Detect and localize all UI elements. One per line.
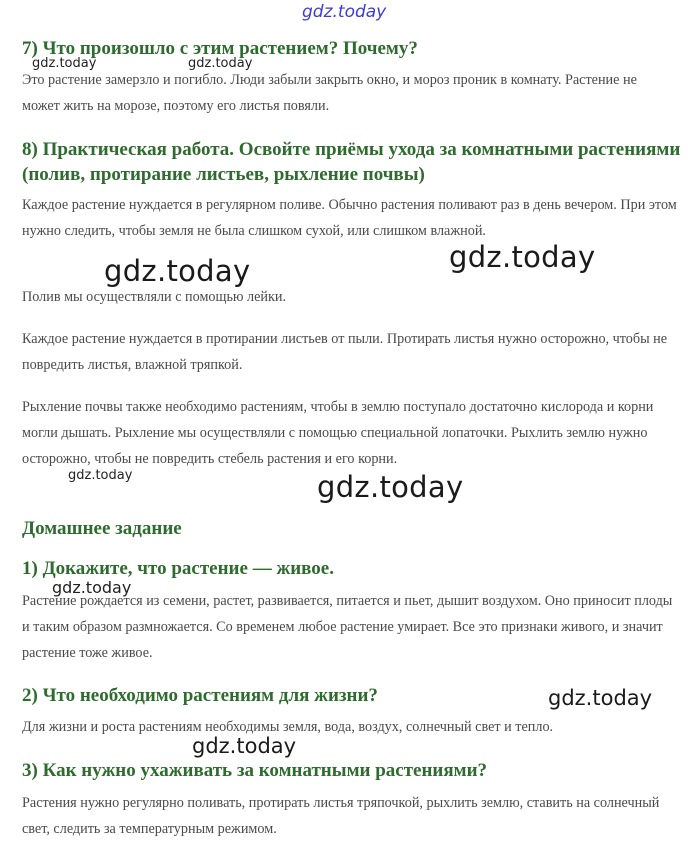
q8-heading: 8) Практическая работа. Освойте приёмы ухода за комнатными растениями (полив, протирание листьев, рыхление почвы)	[22, 139, 681, 185]
hw-q1-heading: 1) Докажите, что растение — живое.	[22, 558, 334, 579]
hw-q2-heading: 2) Что необходимо растениям для жизни?	[22, 685, 378, 706]
q8-paragraph-wiping: Каждое растение нуждается в протирании листьев от пыли. Протирать листья нужно осторожно, чтобы не повредить листья, влажной тряпкой.	[22, 331, 668, 373]
watermark: gdz.today	[52, 578, 132, 597]
watermark-top: gdz.today	[302, 2, 387, 22]
watermark: gdz.today	[32, 56, 97, 71]
watermark: gdz.today	[192, 734, 297, 758]
q8-paragraph-watering: Каждое растение нуждается в регулярном поливе. Обычно растения поливают раз в день вечером. При этом нужно следить, чтобы земля не была слишком сухой, или слишком влажной.	[22, 197, 677, 239]
q8-paragraph-loosening: Рыхление почвы также необходимо растениям, чтобы в землю поступало достаточно кислорода и корни могли дышать. Рыхление мы осуществляли с помощью специальной лопаточки. Рыхлить землю нужно осторожно, чтобы не повредить стебель растения и его корни.	[22, 399, 654, 467]
homework-heading: Домашнее задание	[22, 518, 182, 539]
watermark: gdz.today	[449, 240, 596, 274]
watermark: gdz.today	[188, 56, 253, 71]
hw-q3-answer: Растения нужно регулярно поливать, протирать листья тряпочкой, рыхлить землю, ставить на солнечный свет, следить за температурным режимом.	[22, 795, 660, 837]
hw-q3-heading: 3) Как нужно ухаживать за комнатными растениями?	[22, 760, 488, 781]
q8-paragraph-watering-can: Полив мы осуществляли с помощью лейки.	[22, 289, 287, 305]
watermark: gdz.today	[104, 254, 251, 288]
hw-q1-answer: Растение рождается из семени, растет, развивается, питается и пьет, дышит воздухом. Оно приносит плоды и таким образом размножается. Со временем любое растение умирает. Все это признаки живого, и значит растение тоже живое.	[22, 593, 673, 661]
watermark: gdz.today	[548, 686, 653, 710]
watermark: gdz.today	[317, 470, 464, 504]
q7-heading: 7) Что произошло с этим растением? Почему?	[22, 38, 418, 59]
hw-q2-answer: Для жизни и роста растениям необходимы земля, вода, воздух, солнечный свет и тепло.	[22, 719, 554, 735]
watermark: gdz.today	[68, 468, 133, 483]
q7-answer: Это растение замерзло и погибло. Люди забыли закрыть окно, и мороз проник в комнату. Растение не может жить на морозе, поэтому его листья повяли.	[22, 72, 637, 114]
